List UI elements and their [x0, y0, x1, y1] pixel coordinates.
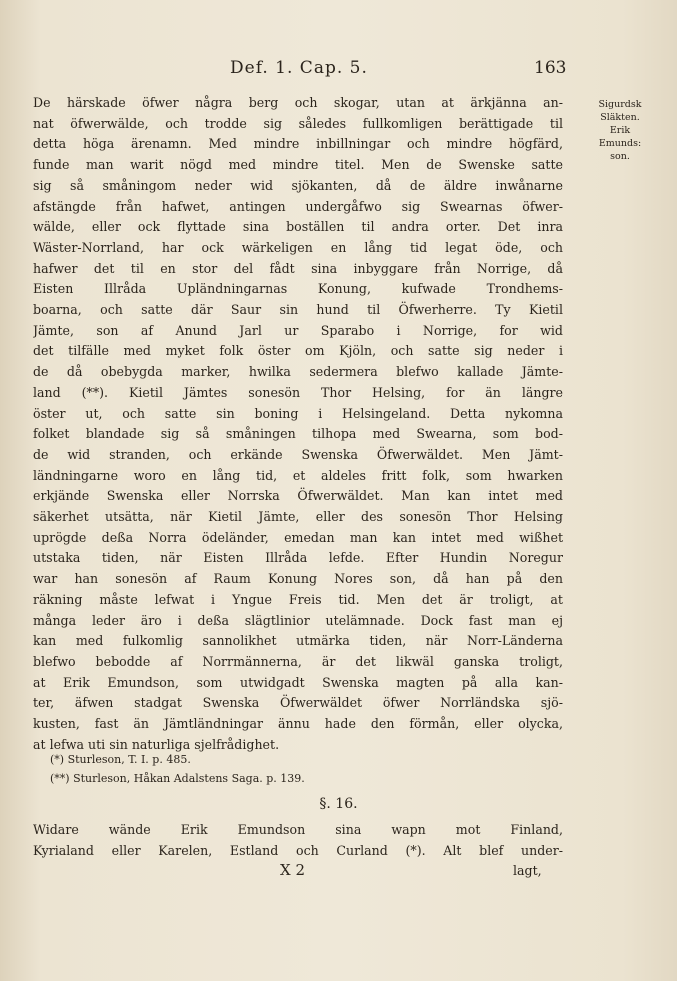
catchword: lagt, — [513, 863, 542, 878]
text-line: nat öfwerwälde, och trodde sig således fullkomligen berättigade til — [33, 115, 563, 131]
text-line: utstaka tiden, när Eisten Illråda lefde. Efter Hundin Noregur — [33, 550, 563, 566]
text-line: räkning måste lefwat i Yngue Freis tid. Men det är troligt, at — [33, 591, 563, 607]
margin-note — [567, 98, 673, 163]
text-line: detta höga ärenamn. Med mindre inbillningar och mindre högfärd, — [33, 136, 563, 152]
margin-note-line: Släkten. — [600, 112, 640, 123]
running-head: Def. 1. Cap. 5. — [230, 58, 368, 78]
text-line: Jämte, son af Anund Jarl ur Sparabo i Norrige, for wid — [33, 322, 563, 338]
margin-note-line: Sigurdsk — [598, 99, 642, 110]
text-line: uprögde deßa Norra ödeländer, emedan man kan intet med wißhet — [33, 529, 563, 545]
footnotes — [50, 750, 530, 788]
text-line: Widare wände Erik Emundson sina wapn mot Finland, — [33, 822, 563, 837]
text-line: war han sonesön af Raum Konung Nores son, då han på den — [33, 571, 563, 587]
text-line: sig så småningom neder wid sjökanten, då de äldre inwånarne — [33, 177, 563, 193]
section-paragraph — [33, 819, 563, 861]
text-line: afstängde från hafwet, antingen undergåfwo sig Swearnas öfwer- — [33, 198, 563, 214]
page-footer — [0, 861, 677, 883]
text-line: erkjände Swenska eller Norrska Öfwerwäldet. Man kan intet med — [33, 488, 563, 504]
text-line: kan med fulkomlig sannolikhet utmärka tiden, när Norr-Länderna — [33, 633, 563, 649]
page-header — [0, 58, 677, 82]
text-line: at lefwa uti sin naturliga sjelfrådighet. — [33, 736, 280, 752]
text-line: många leder äro i deßa slägtlinior utelämnade. Dock fast man ej — [33, 612, 563, 628]
text-line: säkerhet utsätta, när Kietil Jämte, eller des sonesön Thor Helsing — [33, 509, 563, 525]
text-line: wälde, eller ock flyttade sina boställen til andra orter. Det inra — [33, 219, 563, 235]
text-line: folket blandade sig så småningen tilhopa med Swearna, som bod- — [33, 426, 563, 442]
text-line: land (**). Kietil Jämtes sonesön Thor Helsing, for än längre — [33, 384, 563, 400]
text-line: de då obebygda marker, hwilka sedermera blefwo kallade Jämte- — [33, 364, 563, 380]
signature-mark: X 2 — [280, 861, 305, 879]
page-number: 163 — [534, 58, 567, 78]
main-paragraph — [33, 93, 563, 756]
text-line: blefwo bebodde af Norrmännerna, är det likwäl ganska troligt, — [33, 653, 563, 669]
footnote: (*) Sturleson, T. I. p. 485. — [50, 753, 191, 766]
margin-note-line: Emunds: — [598, 138, 642, 149]
text-line: Wäster-Norrland, har ock wärkeligen en lång tid legat öde, och — [33, 239, 563, 255]
text-line: De härskade öfwer några berg och skogar, utan at ärkjänna an- — [33, 95, 563, 110]
text-line: öster ut, och satte sin boning i Helsingeland. Detta nykomna — [33, 405, 563, 421]
text-line: Kyrialand eller Karelen, Estland och Curland (*). Alt blef under- — [33, 843, 563, 858]
text-line: de wid stranden, och erkände Swenska Öfwerwäldet. Men Jämt- — [33, 446, 563, 462]
footnote: (**) Sturleson, Håkan Adalstens Saga. p. 139. — [50, 772, 305, 785]
text-line: ter, äfwen stadgat Swenska Öfwerwäldet öfwer Norrländska sjö- — [33, 695, 563, 711]
text-line: kusten, fast än Jämtländningar ännu hade den förmån, eller olycka, — [33, 716, 563, 732]
margin-note-line: Erik — [609, 125, 631, 136]
margin-note-line: son. — [610, 151, 630, 162]
text-line: det tilfälle med myket folk öster om Kjöln, och satte sig neder i — [33, 343, 563, 359]
text-line: ländningarne woro en lång tid, et aldeles fritt folk, som hwarken — [33, 467, 563, 483]
text-line: at Erik Emundson, som utwidgadt Swenska magten på alla kan- — [33, 674, 563, 690]
text-line: Eisten Illråda Upländningarnas Konung, kufwade Trondhems- — [33, 281, 563, 297]
section-heading: §. 16. — [319, 796, 358, 812]
text-line: hafwer det til en stor del fådt sina inbyggare från Norrige, då — [33, 260, 563, 276]
text-line: funde man warit nögd med mindre titel. Men de Swenske satte — [33, 157, 563, 173]
text-line: boarna, och satte där Saur sin hund til Öfwerherre. Ty Kietil — [33, 302, 563, 318]
